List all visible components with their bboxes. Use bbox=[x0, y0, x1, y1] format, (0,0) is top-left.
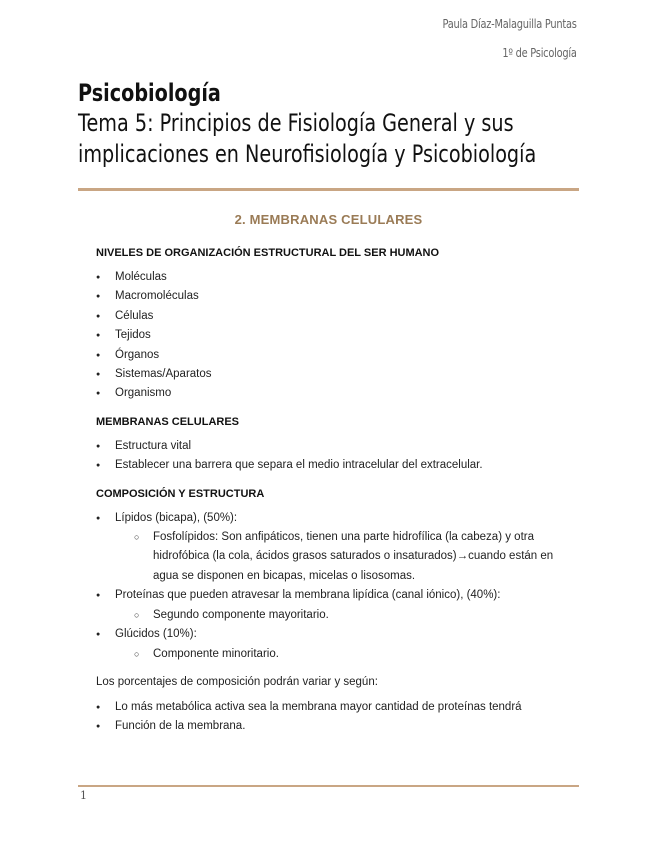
list-item-lipidos bbox=[96, 509, 576, 587]
section-title: 2. MEMBRANAS CELULARES bbox=[234, 212, 423, 227]
list-porcentajes bbox=[96, 698, 576, 737]
list-item: ● Moléculas bbox=[96, 268, 576, 287]
list-item-label: Glúcidos (10%): bbox=[115, 628, 197, 641]
list-item-glucidos bbox=[96, 625, 576, 664]
title-block bbox=[78, 78, 618, 170]
document-body bbox=[96, 244, 576, 737]
list-item: ● Células bbox=[96, 307, 576, 326]
list-composicion bbox=[96, 509, 576, 664]
subject-title: Psicobiología bbox=[78, 79, 221, 107]
heading-membranas: MEMBRANAS CELULARES bbox=[96, 415, 239, 428]
heading-composicion: COMPOSICIÓN Y ESTRUCTURA bbox=[96, 487, 265, 500]
porcentajes-intro: Los porcentajes de composición podrán variar y según: bbox=[96, 675, 378, 688]
sublist-glucidos bbox=[134, 645, 576, 664]
list-item-label: Lípidos (bicapa), (50%): bbox=[115, 511, 238, 524]
list-item: ● Establecer una barrera que separa el medio intracelular del extracelular. bbox=[96, 456, 576, 475]
sublist-item: ○ Componente minoritario. bbox=[134, 645, 576, 664]
list-item: ● Tejidos bbox=[96, 326, 576, 345]
list-item: ● Lo más metabólica activa sea la membrana mayor cantidad de proteínas tendrá bbox=[96, 698, 576, 717]
list-membranas bbox=[96, 437, 576, 476]
sublist-proteinas bbox=[134, 606, 576, 625]
list-item-label: Proteínas que pueden atravesar la membrana lipídica (canal iónico), (40%): bbox=[115, 589, 501, 602]
list-item: ● Estructura vital bbox=[96, 437, 576, 456]
course-label: 1º de Psicología bbox=[502, 46, 577, 60]
list-niveles bbox=[96, 268, 576, 404]
list-item: ● Órganos bbox=[96, 346, 576, 365]
footer-divider bbox=[78, 785, 579, 787]
header-divider bbox=[78, 188, 579, 191]
page-number: 1 bbox=[80, 789, 87, 802]
list-item: ● Sistemas/Aparatos bbox=[96, 365, 576, 384]
topic-title: Tema 5: Principios de Fisiología General y sus implicaciones en Neurofisiología y Psicobiología bbox=[78, 109, 537, 168]
list-item: ● Función de la membrana. bbox=[96, 717, 576, 736]
sublist-item: ○ Segundo componente mayoritario. bbox=[134, 606, 576, 625]
sublist-item: ○ Fosfolípidos: Son anfipáticos, tienen una parte hidrofílica (la cabeza) y otra hidrofóbica (la cola, ácidos grasos saturados o insaturados)→cuando están en agua se disponen en bicapas, micelas o lisosomas. bbox=[134, 528, 576, 586]
heading-niveles: NIVELES DE ORGANIZACIÓN ESTRUCTURAL DEL SER HUMANO bbox=[96, 247, 440, 259]
author-name: Paula Díaz-Malaguilla Puntas bbox=[442, 17, 577, 31]
sublist-lipidos bbox=[134, 528, 576, 586]
list-item: ● Macromoléculas bbox=[96, 287, 576, 306]
list-item: ● Organismo bbox=[96, 384, 576, 403]
list-item-proteinas bbox=[96, 586, 576, 625]
